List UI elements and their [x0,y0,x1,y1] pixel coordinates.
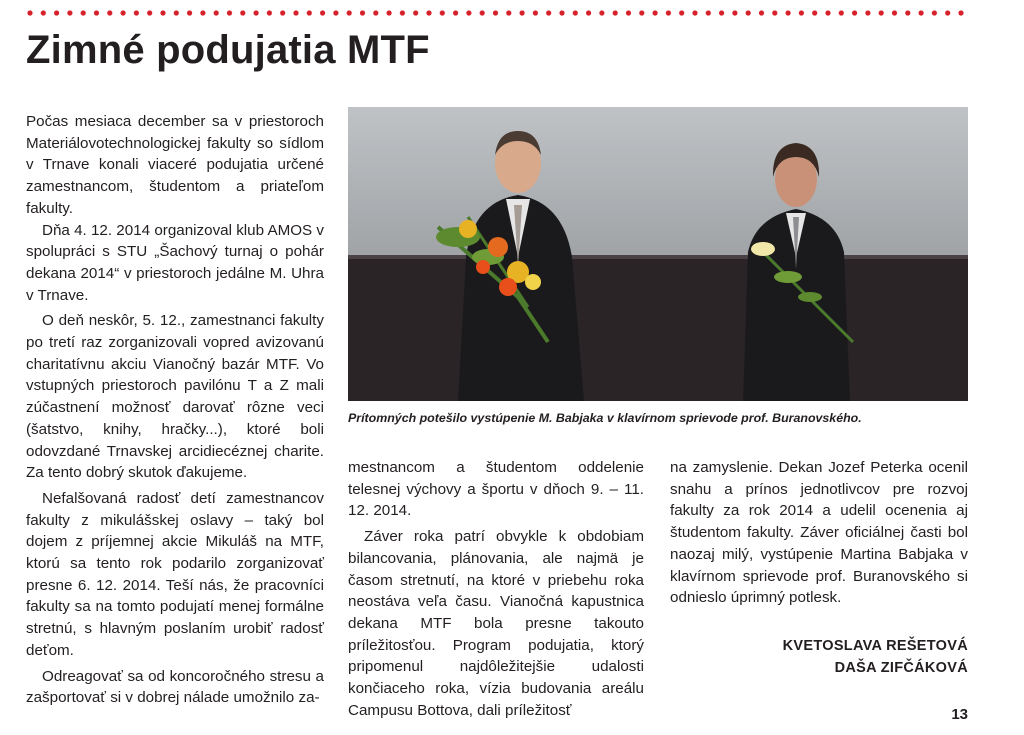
paragraph: Počas mesiaca december sa v priestoroch Materiálovotechnologickej fakulty so sídlom v Trnave konali viaceré podujatia určené zamestnancom, študentom a priateľom fakulty. [26,113,324,217]
page-number: 13 [951,706,968,723]
text-column-3 [670,457,968,609]
article-title: Zimné podujatia MTF [26,28,430,72]
text-column-1 [26,111,324,709]
paragraph: mestnancom a študentom oddelenie telesnej výchovy a športu v dňoch 9. – 11. 12. 2014. [348,459,644,520]
paragraph: Záver roka patrí obvykle k obdobiam bilancovania, plánovania, ale najmä je časom stretnutí, na ktoré v priebehu roka neostáva veľa času. Vianočná kapustnica dekana MTF bola presne takouto príležitosťou. Program podujatia, ktorý pripomenul najdôležitejšie udalosti končiaceho roka, vízia budovania areálu Campusu Bottova, dali príležitosť [348,528,644,719]
paragraph: Nefalšovaná radosť detí zamestnancov fakulty z mikulášskej oslavy – taký bol dojem z príjemnej akcie Mikuláš na MTF, ktorú sa tento rok podarilo zorganizovať presne 6. 12. 2014. Teší nás, že pracovníci fakulty sa na tomto podujatí menej formálne stretnú, s hlavným poslaním urobiť radosť deťom. [26,489,324,659]
paragraph: Odreagovať sa od koncoročného stresu a zašportovať si v dobrej nálade umožnilo za- [26,667,324,707]
dotted-header-rule [26,9,968,17]
paragraph: O deň neskôr, 5. 12., zamestnanci fakulty po tretí raz zorganizovali vopred avizovanú charitatívnu akciu Vianočný bazár MTF. Vo vstupných priestoroch pavilónu T a Z mali zúčastnení možnosť darovať rôzne veci (šatstvo, knihy, hračky...), ktoré boli odovzdané Trnavskej arcidiecéznej charite. Za tento dobrý skutok ďakujeme. [26,312,324,482]
photo-caption: Prítomných potešilo vystúpenie M. Babjaka v klavírnom sprievode prof. Buranovského. [348,411,862,425]
author-name: KVETOSLAVA REŠETOVÁ [782,638,968,654]
text-column-2 [348,457,644,721]
article-photo [348,107,968,401]
author-name: DAŠA ZIFČÁKOVÁ [834,660,968,676]
paragraph: Dňa 4. 12. 2014 organizoval klub AMOS v spolupráci s STU „Šachový turnaj o pohár dekana 2014“ v priestoroch jedálne M. Uhra v Trnave. [26,221,324,304]
photo-illustration [348,107,968,401]
paragraph: na zamyslenie. Dekan Jozef Peterka ocenil snahu a prínos jednotlivcov pre rozvoj fakulty za rok 2014 a udelil ocenenia aj študentom fakulty. Záver oficiálnej časti bol naozaj milý, vystúpenie Martina Babjaka v klavírnom sprievode prof. Buranovského si odnieslo úprimný potlesk. [670,459,968,607]
